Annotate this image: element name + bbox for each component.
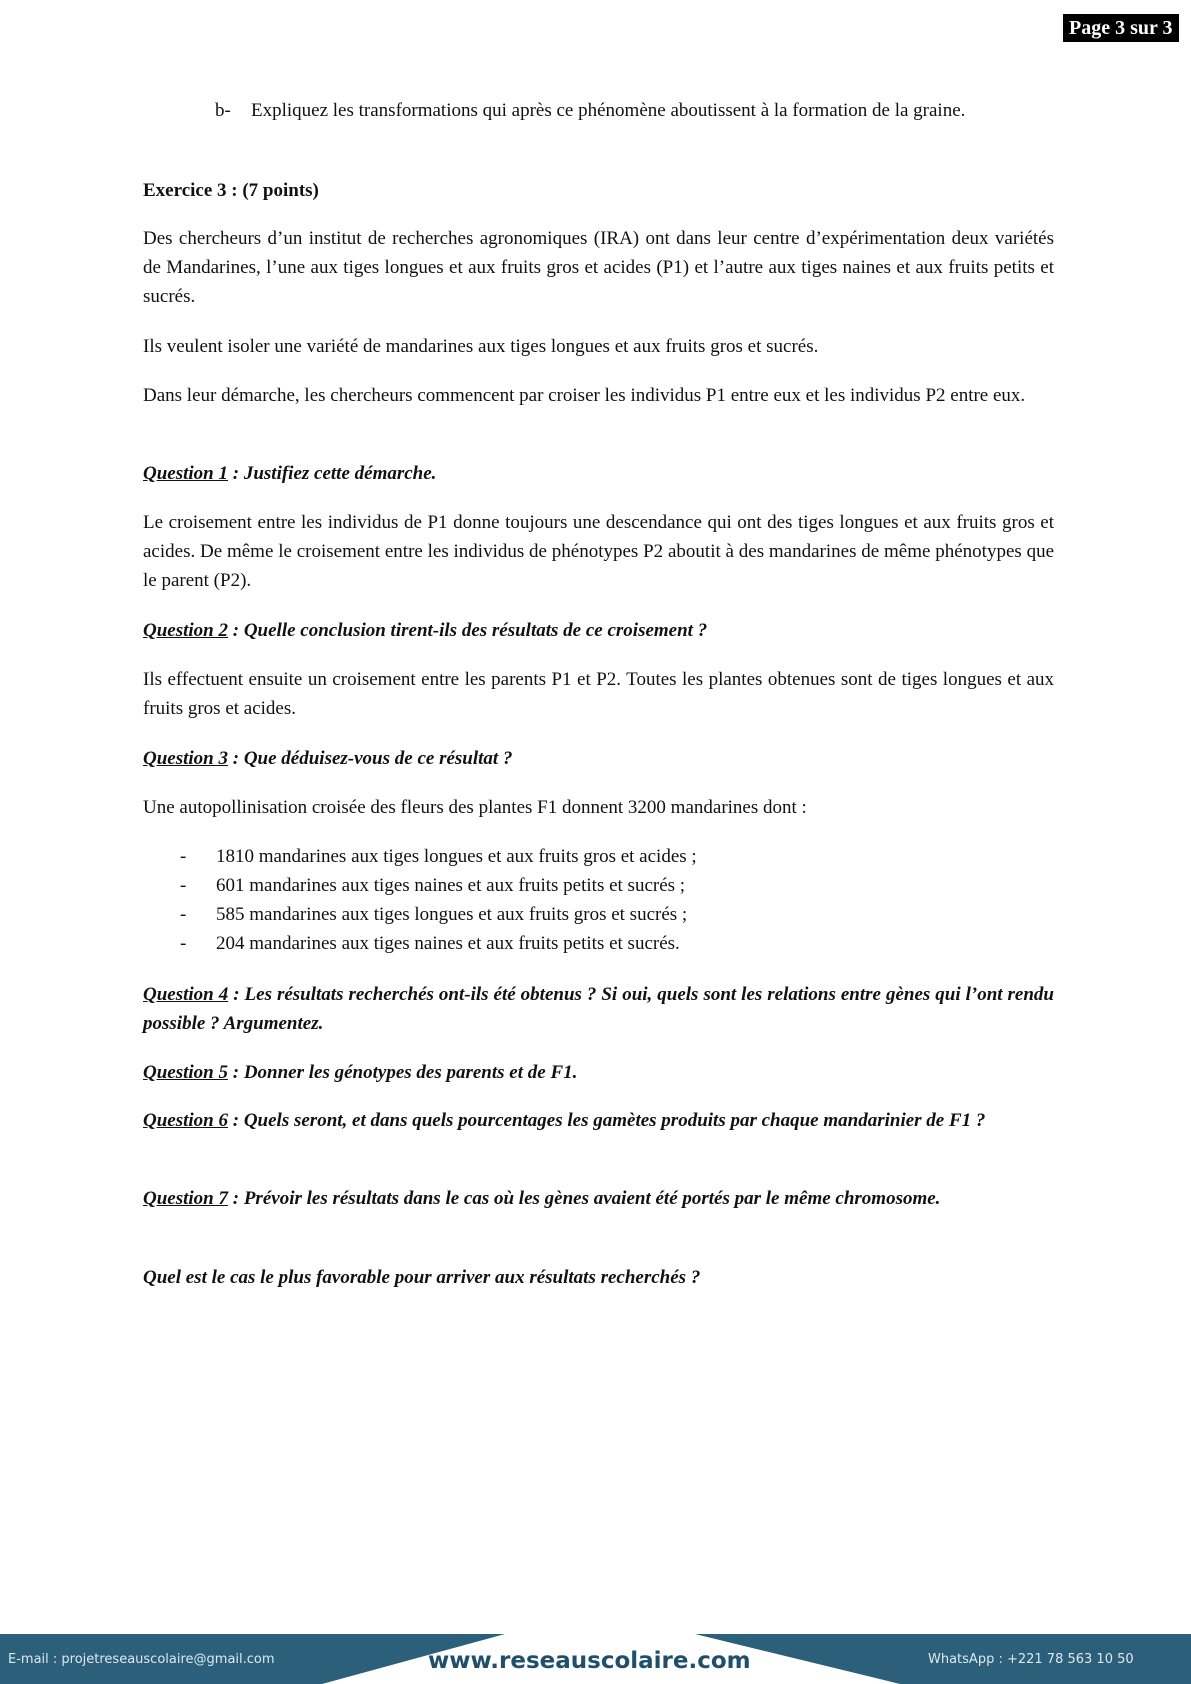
exercise-title: Exercice 3 : (7 points) (143, 180, 319, 201)
f1-paragraph: Ils effectuent ensuite un croisement entre les parents P1 et P2. Toutes les plantes obtenues sont de tiges longues et aux fruits gros et acides. (143, 669, 1054, 719)
result-text: 601 mandarines aux tiges naines et aux fruits petits et sucrés ; (216, 875, 686, 896)
footer-website-link[interactable]: www.reseauscolaire.com (428, 1648, 751, 1674)
question-3 (143, 744, 1054, 773)
item-b-label: b- (215, 100, 231, 121)
p1-result-paragraph: Le croisement entre les individus de P1 donne toujours une descendance qui ont des tiges longues et aux fruits gros et acides. De même le croisement entre les individus de phénotypes P2 aboutit à des mandarines de même phénotypes que le parent (P2). (143, 512, 1054, 591)
dash: - (180, 933, 187, 954)
f2-paragraph: Une autopollinisation croisée des fleurs des plantes F1 donnent 3200 mandarines dont : (143, 797, 807, 818)
intro-paragraph: Des chercheurs d’un institut de recherches agronomiques (IRA) ont dans leur centre d’expérimentation deux variétés de Mandarines, l’une aux tiges longues et aux fruits gros et acides (P1) et l’autre aux tiges naines et aux fruits petits et sucrés. (143, 228, 1054, 307)
approach-paragraph: Dans leur démarche, les chercheurs commencent par croiser les individus P1 entre eux et les individus P2 entre eux. (143, 385, 1026, 406)
question-6-label: Question 6 (143, 1110, 228, 1131)
question-3-text: : Que déduisez-vous de ce résultat ? (228, 748, 513, 769)
question-4-label: Question 4 (143, 984, 229, 1005)
question-1 (143, 459, 1054, 488)
question-2 (143, 616, 1054, 645)
goal-paragraph: Ils veulent isoler une variété de mandarines aux tiges longues et aux fruits gros et sucrés. (143, 336, 819, 357)
dash: - (180, 904, 187, 925)
result-item (180, 871, 685, 900)
footer-whatsapp: WhatsApp : +221 78 563 10 50 (928, 1652, 1134, 1667)
result-text: 585 mandarines aux tiges longues et aux fruits gros et sucrés ; (216, 904, 688, 925)
question-6-text: : Quels seront, et dans quels pourcentages les gamètes produits par chaque mandarinier de F1 ? (228, 1110, 986, 1131)
question-1-label: Question 1 (143, 463, 228, 484)
item-b (215, 96, 1054, 125)
result-text: 1810 mandarines aux tiges longues et aux fruits gros et acides ; (216, 846, 697, 867)
question-4-text: : Les résultats recherchés ont-ils été obtenus ? Si oui, quels sont les relations entre gènes qui l’ont rendu possible ? Argumentez. (143, 984, 1054, 1034)
question-2-label: Question 2 (143, 620, 228, 641)
result-item (180, 842, 697, 871)
question-1-text: : Justifiez cette démarche. (228, 463, 437, 484)
final-question: Quel est le cas le plus favorable pour arriver aux résultats recherchés ? (143, 1267, 701, 1288)
question-7 (143, 1184, 1054, 1213)
dash: - (180, 846, 187, 867)
question-4 (143, 980, 1054, 1038)
question-5-label: Question 5 (143, 1062, 228, 1083)
question-7-label: Question 7 (143, 1188, 228, 1209)
dash: - (180, 875, 187, 896)
question-5-text: : Donner les génotypes des parents et de F1. (228, 1062, 578, 1083)
question-6 (143, 1106, 1054, 1135)
item-b-text: Expliquez les transformations qui après ce phénomène aboutissent à la formation de la graine. (251, 100, 966, 121)
question-2-text: : Quelle conclusion tirent-ils des résultats de ce croisement ? (228, 620, 708, 641)
question-7-text: : Prévoir les résultats dans le cas où les gènes avaient été portés par le même chromosome. (228, 1188, 941, 1209)
result-item (180, 900, 687, 929)
question-3-label: Question 3 (143, 748, 228, 769)
question-5 (143, 1058, 1054, 1087)
footer-email: E-mail : projetreseauscolaire@gmail.com (8, 1652, 275, 1667)
result-text: 204 mandarines aux tiges naines et aux fruits petits et sucrés. (216, 933, 680, 954)
result-item (180, 929, 680, 958)
page-number-badge: Page 3 sur 3 (1063, 14, 1179, 42)
